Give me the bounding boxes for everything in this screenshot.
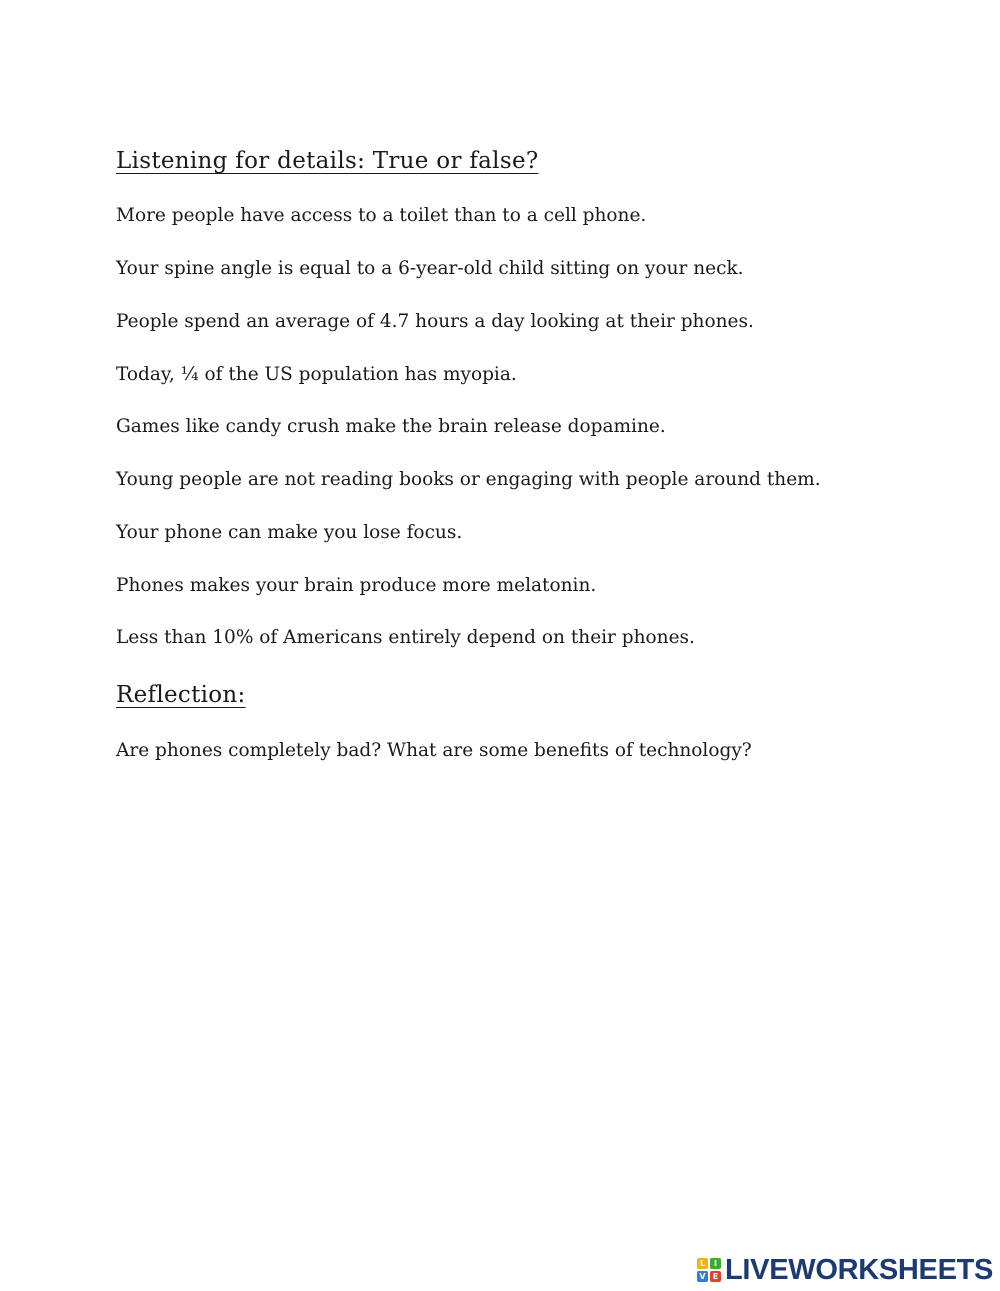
statement-6: Young people are not reading books or engaging with people around them. xyxy=(116,469,821,490)
logo-mark-letter: L xyxy=(697,1258,708,1269)
statement-3: People spend an average of 4.7 hours a day looking at their phones. xyxy=(116,311,754,332)
logo-mark-letter: E xyxy=(710,1271,721,1282)
logo-mark-letter: I xyxy=(710,1258,721,1269)
logo-text: LIVEWORKSHEETS xyxy=(725,1254,994,1286)
logo-mark-letter: V xyxy=(697,1271,708,1282)
statement-8: Phones makes your brain produce more melatonin. xyxy=(116,575,597,596)
statement-9: Less than 10% of Americans entirely depend on their phones. xyxy=(116,627,695,648)
section-heading-true-false: Listening for details: True or false? xyxy=(116,148,539,174)
statement-5: Games like candy crush make the brain release dopamine. xyxy=(116,416,666,437)
reflection-question: Are phones completely bad? What are some benefits of technology? xyxy=(116,740,752,761)
statement-4: Today, ¼ of the US population has myopia. xyxy=(116,364,517,385)
statement-7: Your phone can make you lose focus. xyxy=(116,522,463,543)
liveworksheets-mark-icon xyxy=(697,1258,721,1282)
liveworksheets-logo xyxy=(697,1255,993,1285)
statement-2: Your spine angle is equal to a 6-year-old child sitting on your neck. xyxy=(116,258,744,279)
statement-1: More people have access to a toilet than to a cell phone. xyxy=(116,205,647,226)
section-heading-reflection: Reflection: xyxy=(116,682,246,708)
